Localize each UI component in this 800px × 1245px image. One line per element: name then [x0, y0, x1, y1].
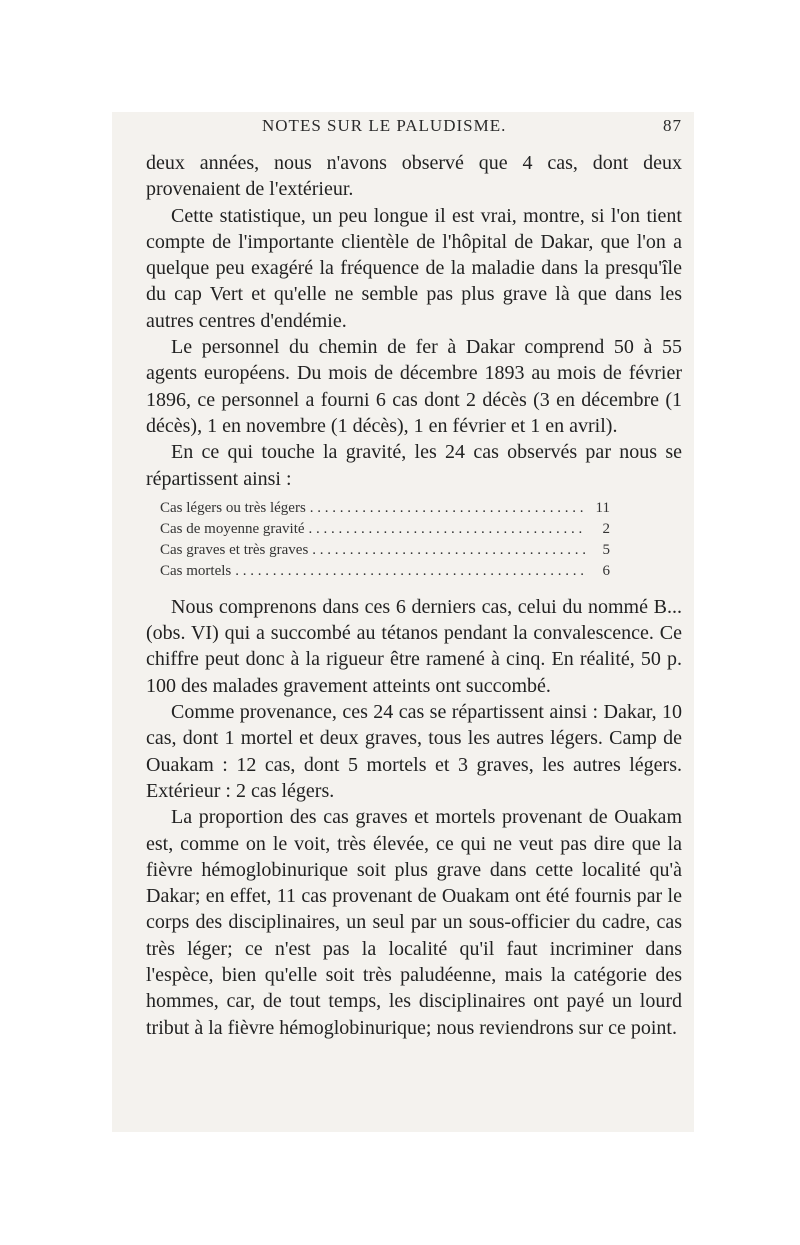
- table-row: [160, 519, 610, 540]
- paragraph-statistique: Cette statistique, un peu longue il est vrai, montre, si l'on tient compte de l'importante clientèle de l'hôpital de Dakar, que l'on a quelque peu exagéré la fréquence de la maladie dans la presqu'île du cap Vert et qu'elle ne semble pas plus grave là que dans les autres centres d'endémie.: [146, 204, 682, 332]
- paragraph-provenance: Comme provenance, ces 24 cas se répartissent ainsi : Dakar, 10 cas, dont 1 mortel et deux graves, tous les autres légers. Camp de Ouakam : 12 cas, dont 5 mortels et 3 graves, les autres légers. Extérieur : 2 cas légers.: [146, 701, 682, 802]
- dot-leader: [312, 540, 586, 561]
- dot-leader: [235, 561, 586, 582]
- table-row: [160, 561, 610, 582]
- page-number: 87: [663, 116, 682, 135]
- stat-label: Cas mortels: [160, 562, 232, 579]
- table-row: [160, 540, 610, 561]
- paragraph-chemin-de-fer: Le personnel du chemin de fer à Dakar comprend 50 à 55 agents européens. Du mois de décembre 1893 au mois de février 1896, ce personnel a fourni 6 cas dont 2 décès (3 en décembre (1 décès), 1 en novembre (1 décès), 1 en février et 1 en avril).: [146, 336, 682, 437]
- paragraph-derniers-cas: Nous comprenons dans ces 6 derniers cas, celui du nommé B... (obs. VI) qui a succombé au tétanos pendant la convalescence. Ce chiffre peut donc à la rigueur être ramené à cinq. En réalité, 50 p. 100 des malades gravement atteints ont succombé.: [146, 595, 682, 697]
- stat-value: 11: [595, 499, 610, 516]
- running-head: [146, 116, 682, 144]
- paragraph-gravite: En ce qui touche la gravité, les 24 cas observés par nous se répartissent ainsi :: [146, 441, 682, 490]
- dot-leader: [309, 519, 586, 540]
- stat-value: 5: [602, 541, 610, 558]
- dot-leader: [310, 498, 586, 519]
- severity-table: [160, 498, 610, 582]
- table-row: [160, 498, 610, 519]
- body-text: [146, 150, 682, 1041]
- stat-value: 6: [602, 562, 610, 579]
- paragraph-ouakam: La proportion des cas graves et mortels provenant de Ouakam est, comme on le voit, très élevée, ce qui ne veut pas dire que la fièvre hémoglobinurique soit plus grave dans cette localité qu'à Dakar; en effet, 11 cas provenant de Ouakam ont été fournis par le corps des disciplinaires, un seul par un sous-officier du cadre, cas très léger; ce n'est pas la localité qu'il faut incriminer dans l'espèce, bien qu'elle soit très paludéenne, mais la catégorie des hommes, car, de tout temps, les disciplinaires ont payé un lourd tribut à la fièvre hémoglobinurique; nous reviendrons sur ce point.: [146, 806, 682, 1039]
- running-head-title: NOTES SUR LE PALUDISME.: [262, 116, 507, 135]
- stat-label: Cas légers ou très légers: [160, 499, 306, 516]
- stat-label: Cas graves et très graves: [160, 541, 309, 558]
- paragraph-continuation: deux années, nous n'avons observé que 4 cas, dont deux provenaient de l'extérieur.: [146, 152, 682, 201]
- stat-value: 2: [602, 520, 610, 537]
- stat-label: Cas de moyenne gravité: [160, 520, 305, 537]
